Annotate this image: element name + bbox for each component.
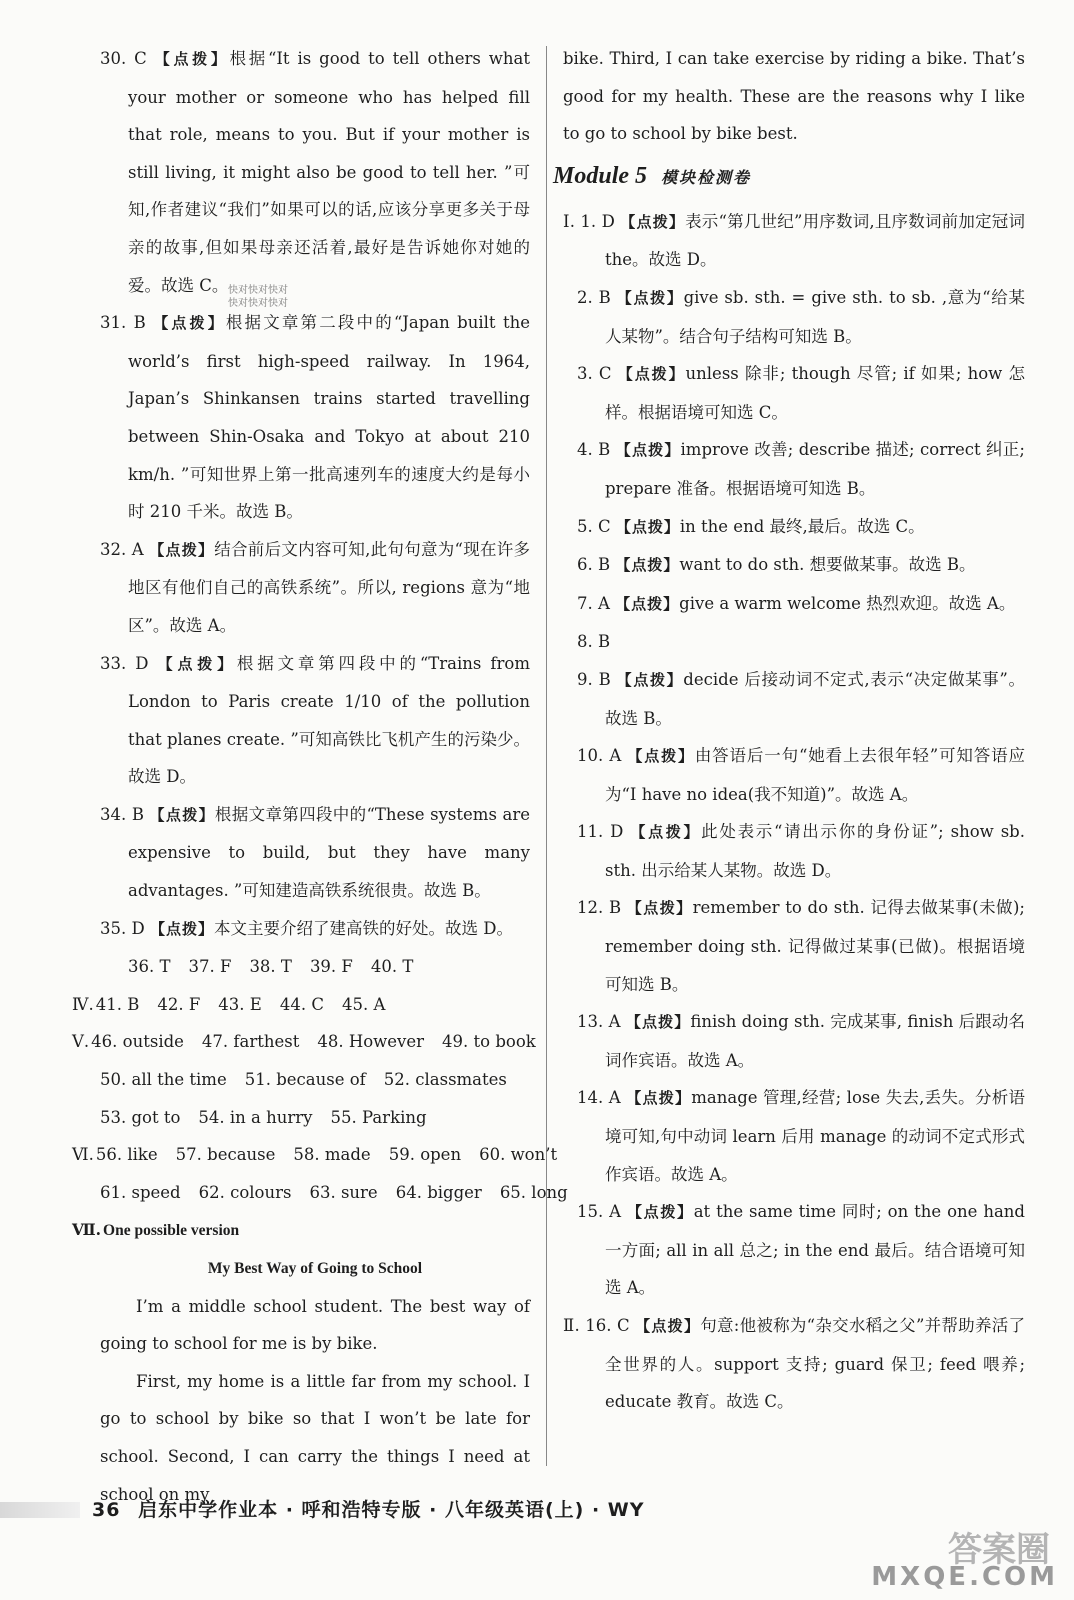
answer-3: 3. C 【点拨】unless 除非; though 尽管; if 如果; how 怎样。根据语境可知选 C。 <box>577 364 1025 422</box>
answer-32: 32. A 【点拨】结合前后文内容可知,此句句意为“现在许多地区有他们自己的高铁系统”。所以, regions 意为“地区”。故选 A。 <box>100 539 530 635</box>
answer-12: 12. B 【点拨】remember to do sth. 记得去做某事(未做); remember doing sth. 记得做过某事(已做)。根据语境可知选 B。 <box>577 898 1025 994</box>
answer-9: 9. B 【点拨】decide 后接动词不定式,表示“决定做某事”。故选 B。 <box>577 669 1025 728</box>
section-4-answers: Ⅳ. 41. B 42. F 43. E 44. C 45. A <box>72 994 386 1014</box>
footer-text <box>92 1495 645 1522</box>
section-6-row-1: Ⅵ. 56. like 57. because 58. made 59. open 60. won’t <box>72 1145 558 1165</box>
column-divider <box>546 46 547 1466</box>
answer-33: 33. D 【点拨】根据文章第四段中的“Trains from London to Paris create 1/10 of the pollution that planes create. ”可知高铁比飞机产生的污染少。故选 D。 <box>100 653 531 787</box>
section-7-heading: Ⅶ. One possible version <box>72 1220 240 1240</box>
answer-35: 35. D 【点拨】本文主要介绍了建高铁的好处。故选 D。 <box>100 918 513 938</box>
answer-4: 4. B 【点拨】improve 改善; describe 描述; correct 纠正; prepare 准备。根据语境可知选 B。 <box>577 440 1025 498</box>
answer-16: Ⅱ. 16. C 【点拨】句意:他被称为“杂交水稻之父”并帮助养活了全世界的人。support 支持; guard 保卫; feed 喂养; educate 教育。故选 C。 <box>563 1316 1025 1412</box>
answer-1: Ⅰ. 1. D 【点拨】表示“第几世纪”用序数词,且序数词前加定冠词 the。故选 D。 <box>563 211 1025 270</box>
answer-5: 5. C 【点拨】in the end 最终,最后。故选 C。 <box>577 516 925 536</box>
answer-8: 8. B <box>577 632 611 652</box>
module-heading <box>553 155 1025 199</box>
section-5-row-3: 53. got to 54. in a hurry 55. Parking <box>100 1107 427 1127</box>
module-title: Module 5 <box>553 162 648 189</box>
essay-continued: bike. Third, I can take exercise by riding a bike. That’s good for my health. These are the reasons why I like to go to school by bike best. <box>563 49 1025 144</box>
essay-paragraph-1: I’m a middle school student. The best way of going to school for me is by bike. <box>100 1296 530 1354</box>
answer-15: 15. A 【点拨】at the same time 同时; on the one hand 一方面; all in all 总之; in the end 最后。结合语境可知选 A。 <box>577 1202 1025 1298</box>
module-subtitle: 模块检测卷 <box>661 167 752 187</box>
right-column <box>553 40 1025 1421</box>
scan-stamp: 快对快对快对 快对快对快对 <box>228 285 288 309</box>
answer-2: 2. B 【点拨】give sb. sth. = give sth. to sb. ,意为“给某人某物”。结合句子结构可知选 B。 <box>577 287 1025 346</box>
watermark <box>850 1520 1070 1598</box>
watermark-url: MXQE.COM <box>871 1562 1058 1592</box>
answer-34: 34. B 【点拨】根据文章第四段中的“These systems are expensive to build, but they have many advantages. ”可知建造高铁系统很贵。故选 B。 <box>100 804 530 901</box>
page-number: 36 <box>92 1499 121 1521</box>
footer-bar <box>0 1502 80 1518</box>
answer-14: 14. A 【点拨】manage 管理,经营; lose 失去,丢失。分析语境可知,句中动词 learn 后用 manage 的动词不定式形式作宾语。故选 A。 <box>577 1088 1025 1184</box>
answer-6: 6. B 【点拨】want to do sth. 想要做某事。故选 B。 <box>577 555 976 575</box>
section-5-row-2: 50. all the time 51. because of 52. classmates <box>100 1070 507 1090</box>
essay-paragraph-2: First, my home is a little far from my school. I go to school by bike so that I won’t be late for school. Second, I can carry the things I need at school on my <box>100 1371 530 1504</box>
answer-31: 31. B 【点拨】根据文章第二段中的“Japan built the world’s first high-speed railway. In 1964, Japan’s Shinkansen trains started travelling between Shin-Osaka and Tokyo at about 210 km/h. ”可知世界上第一批高速列车的速度大约是每小时 210 千米。故选 B。 <box>100 313 530 522</box>
answer-30: 30. C 【点拨】根据“It is good to tell others what your mother or someone who has helped fill that role, means to you. But if your mother is still living, it might also be good to tell her. ”可知,作者建议“我们”如果可以的话,应该分享更多关于母亲的故事,但如果母亲还活着,最好是告诉她你对她的爱。故选 C。 <box>100 49 530 295</box>
section-5-row-1: Ⅴ. 46. outside 47. farthest 48. However 49. to book <box>72 1032 536 1052</box>
book-title: 启东中学作业本 · 呼和浩特专版 · 八年级英语(上) · WY <box>138 1499 645 1521</box>
watermark-main: 答案圈 <box>948 1530 1050 1570</box>
answer-13: 13. A 【点拨】finish doing sth. 完成某事, finish 后跟动名词作宾语。故选 A。 <box>577 1012 1025 1070</box>
answers-36-40: 36. T 37. F 38. T 39. F 40. T <box>128 957 414 977</box>
answer-11: 11. D 【点拨】此处表示“请出示你的身份证”; show sb. sth. 出示给某人某物。故选 D。 <box>577 822 1025 880</box>
answer-7: 7. A 【点拨】give a warm welcome 热烈欢迎。故选 A。 <box>577 593 1016 613</box>
answer-10: 10. A 【点拨】由答语后一句“她看上去很年轻”可知答语应为“I have no idea(我不知道)”。故选 A。 <box>577 746 1025 804</box>
section-6-row-2: 61. speed 62. colours 63. sure 64. bigger 65. long <box>100 1182 568 1202</box>
essay-title: My Best Way of Going to School <box>207 1260 423 1277</box>
